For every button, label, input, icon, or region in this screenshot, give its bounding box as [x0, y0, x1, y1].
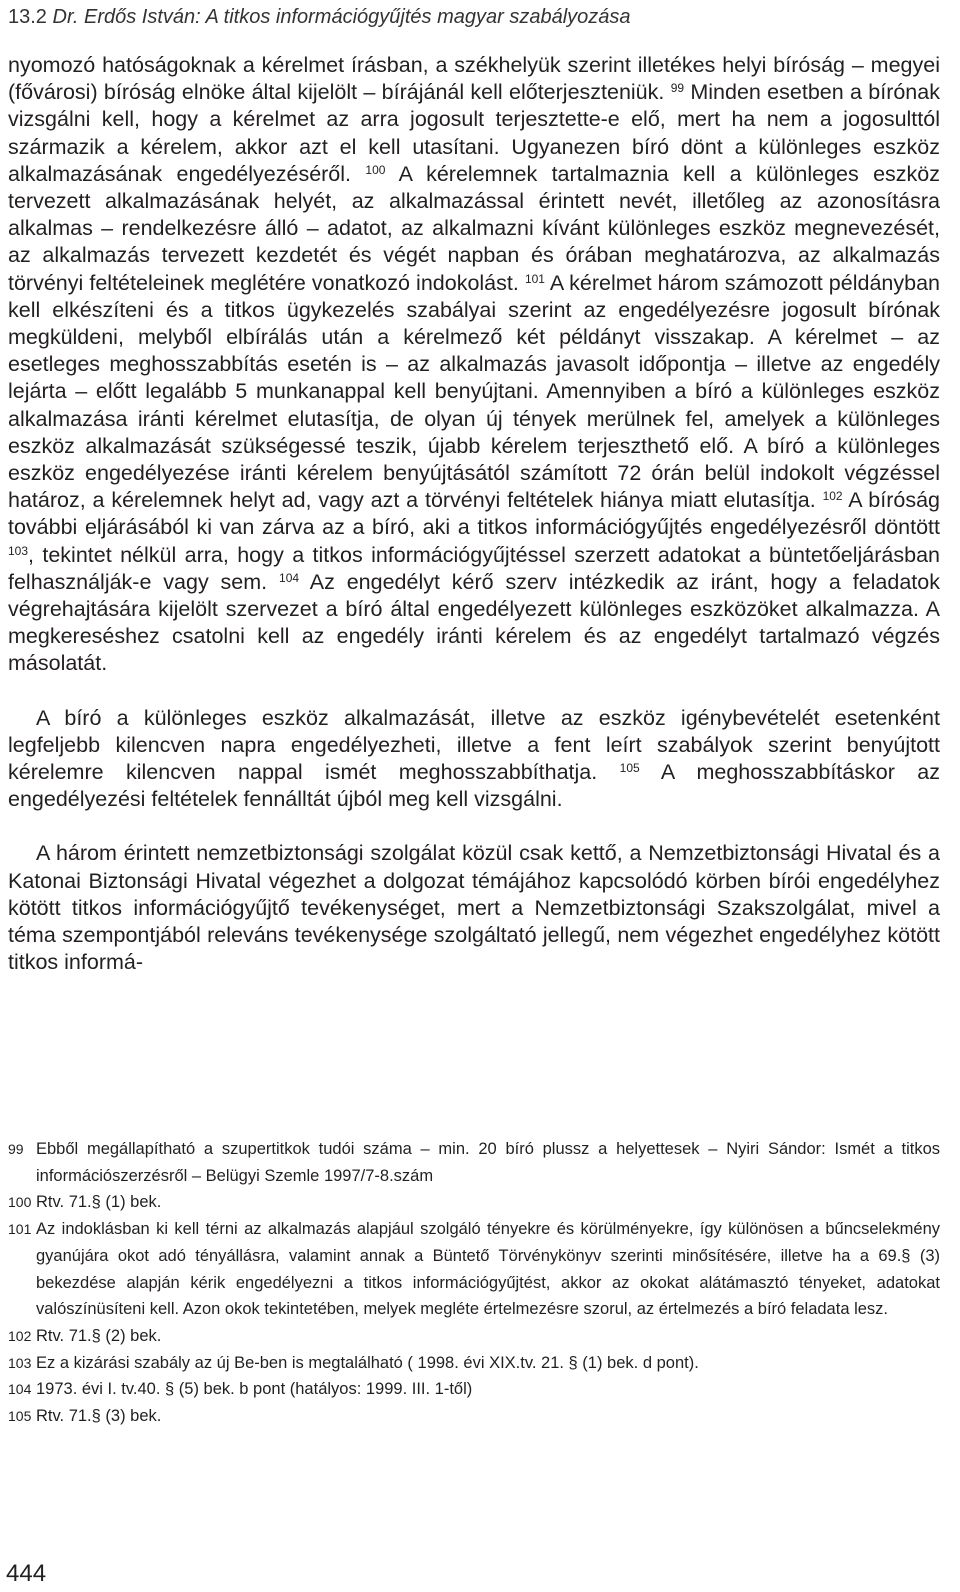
- running-header: [8, 4, 631, 30]
- footnote-number: 105: [8, 1408, 32, 1425]
- footnote-ref-103[interactable]: 103: [8, 543, 29, 558]
- paragraph-gap: [8, 813, 940, 840]
- footnote-number: 103: [8, 1354, 32, 1371]
- body-paragraph-3: [8, 840, 940, 976]
- text-segment: A bíró a különleges eszköz alkalmazását, illetve az eszköz igénybevételét esetenként legfeljebb kilencven napra engedélyezheti, illetve a fent leírt szabályok szerint benyújtott kérelemre kilencven nappal ismét meghosszabbíthatja.: [8, 705, 940, 785]
- footnote-99: [8, 1136, 940, 1189]
- footnote-105: [8, 1403, 940, 1430]
- footnote-104: [8, 1376, 940, 1403]
- footnote-number: 102: [8, 1327, 32, 1344]
- footnote-103: [8, 1350, 940, 1377]
- footnote-number: 104: [8, 1381, 32, 1398]
- footnote-102: [8, 1323, 940, 1350]
- paragraph-gap: [8, 678, 940, 705]
- footnotes: [8, 1136, 940, 1430]
- footnote-ref-104[interactable]: 104: [279, 570, 300, 585]
- footnote-ref-100[interactable]: 100: [365, 162, 386, 177]
- main-text: [8, 52, 940, 977]
- footnote-text: Ez a kizárási szabály az új Be-ben is megtalálható ( 1998. évi XIX.tv. 21. § (1) bek. d pont).: [36, 1353, 699, 1372]
- page-number: 444: [6, 1560, 47, 1587]
- text-segment: Minden esetben a bírónak vizsgálni kell, hogy a kérelmet az arra jogosult terjesztette-e elő, mert ha nem a jogosulttól származik a kérelem, akkor azt el kell utasítani. Ugyanezen bíró dönt a különleges eszköz alkalmazásának engedélyezéséről.: [8, 80, 940, 186]
- footnote-number: 100: [8, 1194, 32, 1211]
- footnote-number: 101: [8, 1221, 32, 1238]
- section-number: 13.2: [8, 6, 47, 28]
- footnote-text: Rtv. 71.§ (3) bek.: [36, 1407, 162, 1426]
- footnote-text: 1973. évi I. tv.40. § (5) bek. b pont (hatályos: 1999. III. 1-től): [36, 1380, 473, 1399]
- footnote-text: Rtv. 71.§ (2) bek.: [36, 1326, 162, 1345]
- running-title: Dr. Erdős István: A titkos információgyűjtés magyar szabályozása: [52, 6, 631, 28]
- footnote-number: 99: [8, 1141, 24, 1157]
- footnote-ref-101[interactable]: 101: [524, 271, 545, 286]
- text-segment: nyomozó hatóságoknak a kérelmet írásban, a székhelyük szerint illetékes helyi bíróság – megyei (fővárosi) bíróság elnöke által kijelölt – bírájánál kell előterjeszteniük.: [8, 53, 940, 105]
- footnote-100: [8, 1189, 940, 1216]
- footnote-text: Ebből megállapítható a szupertitkok tudói száma – min. 20 bíró plussz a helyettesek – Nyiri Sándor: Ismét a titkos információszerzésről – Belügyi Szemle 1997/7-8.szám: [36, 1140, 940, 1185]
- body-paragraph-1: [8, 52, 940, 678]
- text-segment: A kérelmet három számozott példányban kell elkészíteni és a titkos ügykezelés szabályai szerint az engedélyezésre jogosult bírónak megküldeni, melyből elbírálás után a kérelmező két példányt visszakap. A kérelmet – az esetleges meghosszabbítás esetén is – az alkalmazás javasolt időpontja – illetve az engedély lejárta – előtt legalább 5 munkanappal kell benyújtani. Amennyiben a bíró a különleges eszköz alkalmazása iránti kérelmet elutasítja, de olyan új tények merülnek fel, amelyek a különleges eszköz alkalmazását szükségessé teszik, újabb kérelem terjeszthető elő. A bíró a különleges eszköz engedélyezése iránti kérelem benyújtásától számított 72 órán belül indokolt végzéssel határoz, a kérelemnek helyt ad, vagy azt a törvényi feltételek hiánya miatt elutasítja.: [8, 270, 940, 513]
- footnote-text: Az indoklásban ki kell térni az alkalmazás alapjául szolgáló tényekre és körülményekre, így különösen a bűncselekmény gyanújára okot adó tényállásra, valamint annak a Büntető Törvénykönyv szerinti minősítésére, illetve ha a 69.§ (3) bekezdése alapján kérik engedélyezni a titkos információgyűjtést, akkor az okokat alátámasztó tényeket, adatokat valószínüsíteni kell. Azon okok tekintetében, melyek megléte értelmezésre szorul, az értelmezés a bíró feladata lesz.: [36, 1220, 940, 1319]
- footnote-ref-99[interactable]: 99: [670, 81, 685, 96]
- text-segment: A meghosszabbításkor az engedélyezési feltételek fennálltát újból meg kell vizsgálni.: [8, 760, 940, 812]
- body-paragraph-2: [8, 705, 940, 814]
- text-segment: , tekintet nélkül arra, hogy a titkos információgyűjtéssel szerzett adatokat a büntetőeljárásban felhasználják-e vagy sem.: [8, 542, 940, 594]
- text-segment: A bíróság további eljárásából ki van zárva az a bíró, aki a titkos információgyűjtés engedélyezésről döntött: [8, 488, 940, 540]
- text-segment: Az engedélyt kérő szerv intézkedik az iránt, hogy a feladatok végrehajtására kijelölt szervezet a bíró által engedélyezett különleges eszközöket alkalmazza. A megkereséshez csatolni kell az engedély iránti kérelem és az engedélyt tartalmazó végzés másolatát.: [8, 569, 940, 676]
- text-segment: A kérelemnek tartalmaznia kell a különleges eszköz tervezett alkalmazásának helyét, az alkalmazással érintett nevét, illetőleg az azonosításra alkalmas – rendelkezésre álló – adatot, az alkalmazni kívánt különleges eszköz megnevezését, az alkalmazás tervezett kezdetét és végét napban és órában meghatározva, az alkalmazás törvényi feltételeinek meglétére vonatkozó indokolást.: [8, 161, 940, 295]
- footnote-ref-105[interactable]: 105: [619, 761, 640, 776]
- footnote-ref-102[interactable]: 102: [822, 489, 843, 504]
- footnote-101: [8, 1216, 940, 1323]
- footnote-text: Rtv. 71.§ (1) bek.: [36, 1193, 162, 1212]
- text-segment: A három érintett nemzetbiztonsági szolgálat közül csak kettő, a Nemzetbiztonsági Hivatal és a Katonai Biztonsági Hivatal végezhet a dolgozat témájához kapcsolódó körben bírói engedélyhez kötött titkos információgyűjtő tevékenységet, mert a Nemzetbiztonsági Szakszolgálat, mivel a téma szempontjából releváns tevékenysége szolgáltató jellegű, nem végezhet engedélyhez kötött titkos informá-: [8, 841, 940, 975]
